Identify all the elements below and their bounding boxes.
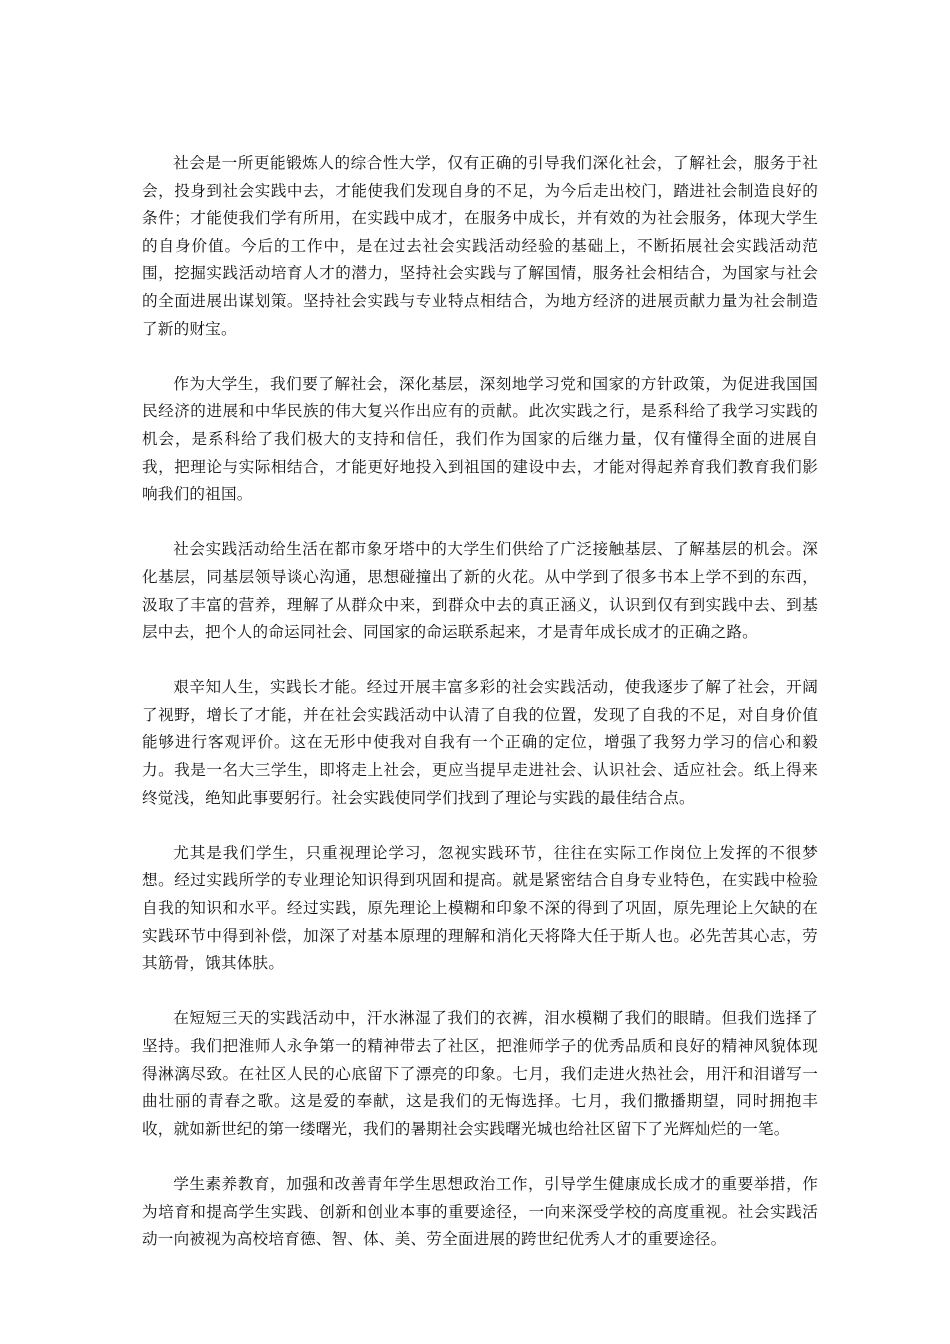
paragraph-1: 社会是一所更能锻炼人的综合性大学，仅有正确的引导我们深化社会，了解社会，服务于社会，投身到社会实践中去，才能使我们发现自身的不足，为今后走出校门，踏进社会制造良好的条件；才能使我们学有所用，在实践中成才，在服务中成长，并有效的为社会服务，体现大学生的自身价值。今后的工作中，是在过去社会实践活动经验的基础上，不断拓展社会实践活动范围，挖掘实践活动培育人才的潜力，坚持社会实践与了解国情，服务社会相结合，为国家与社会的全面进展出谋划策。坚持社会实践与专业特点相结合，为地方经济的进展贡献力量为社会制造了新的财宝。 — [142, 154, 818, 338]
paragraph-7: 学生素养教育，加强和改善青年学生思想政治工作，引导学生健康成长成才的重要举措，作为培育和提高学生实践、创新和创业本事的重要途径，一向来深受学校的高度重视。社会实践活动一向被视为高校培育德、智、体、美、劳全面进展的跨世纪优秀人才的重要途径。 — [142, 1174, 818, 1249]
paragraph-4: 艰辛知人生，实践长才能。经过开展丰富多彩的社会实践活动，使我逐步了解了社会，开阔了视野，增长了才能，并在社会实践活动中认清了自我的位置，发现了自我的不足，对自身价值能够进行客观评价。这在无形中使我对自我有一个正确的定位，增强了我努力学习的信心和毅力。我是一名大三学生，即将走上社会，更应当提早走进社会、认识社会、适应社会。纸上得来终觉浅，绝知此事要躬行。社会实践使同学们找到了理论与实践的最佳结合点。 — [142, 678, 818, 807]
paragraph-3: 社会实践活动给生活在都市象牙塔中的大学生们供给了广泛接触基层、了解基层的机会。深化基层，同基层领导谈心沟通，思想碰撞出了新的火花。从中学到了很多书本上学不到的东西，汲取了丰富的营养，理解了从群众中来，到群众中去的真正涵义，认识到仅有到实践中去、到基层中去，把个人的命运同社会、同国家的命运联系起来，才是青年成长成才的正确之路。 — [142, 540, 818, 642]
paragraph-6: 在短短三天的实践活动中，汗水淋湿了我们的衣裤，泪水模糊了我们的眼睛。但我们选择了坚持。我们把淮师人永争第一的精神带去了社区，把淮师学子的优秀品质和良好的精神风貌体现得淋漓尽致。在社区人民的心底留下了漂亮的印象。七月，我们走进火热社会，用汗和泪谱写一曲壮丽的青春之歌。这是爱的奉献，这是我们的无悔选择。七月，我们撒播期望，同时拥抱丰收，就如新世纪的第一缕曙光，我们的暑期社会实践曙光城也给社区留下了光辉灿烂的一笔。 — [142, 1009, 818, 1138]
document-body — [142, 150, 818, 1281]
paragraph-2: 作为大学生，我们要了解社会，深化基层，深刻地学习党和国家的方针政策，为促进我国国民经济的进展和中华民族的伟大复兴作出应有的贡献。此次实践之行，是系科给了我学习实践的机会，是系科给了我们极大的支持和信任，我们作为国家的后继力量，仅有懂得全面的进展自我，把理论与实际相结合，才能更好地投入到祖国的建设中去，才能对得起养育我们教育我们影响我们的祖国。 — [142, 374, 818, 504]
paragraph-5: 尤其是我们学生，只重视理论学习，忽视实践环节，往往在实际工作岗位上发挥的不很梦想。经过实践所学的专业理论知识得到巩固和提高。就是紧密结合自身专业特色，在实践中检验自我的知识和水平。经过实践，原先理论上模糊和印象不深的得到了巩固，原先理论上欠缺的在实践环节中得到补偿，加深了对基本原理的理解和消化天将降大任于斯人也。必先苦其心志，劳其筋骨，饿其体肤。 — [142, 843, 818, 973]
